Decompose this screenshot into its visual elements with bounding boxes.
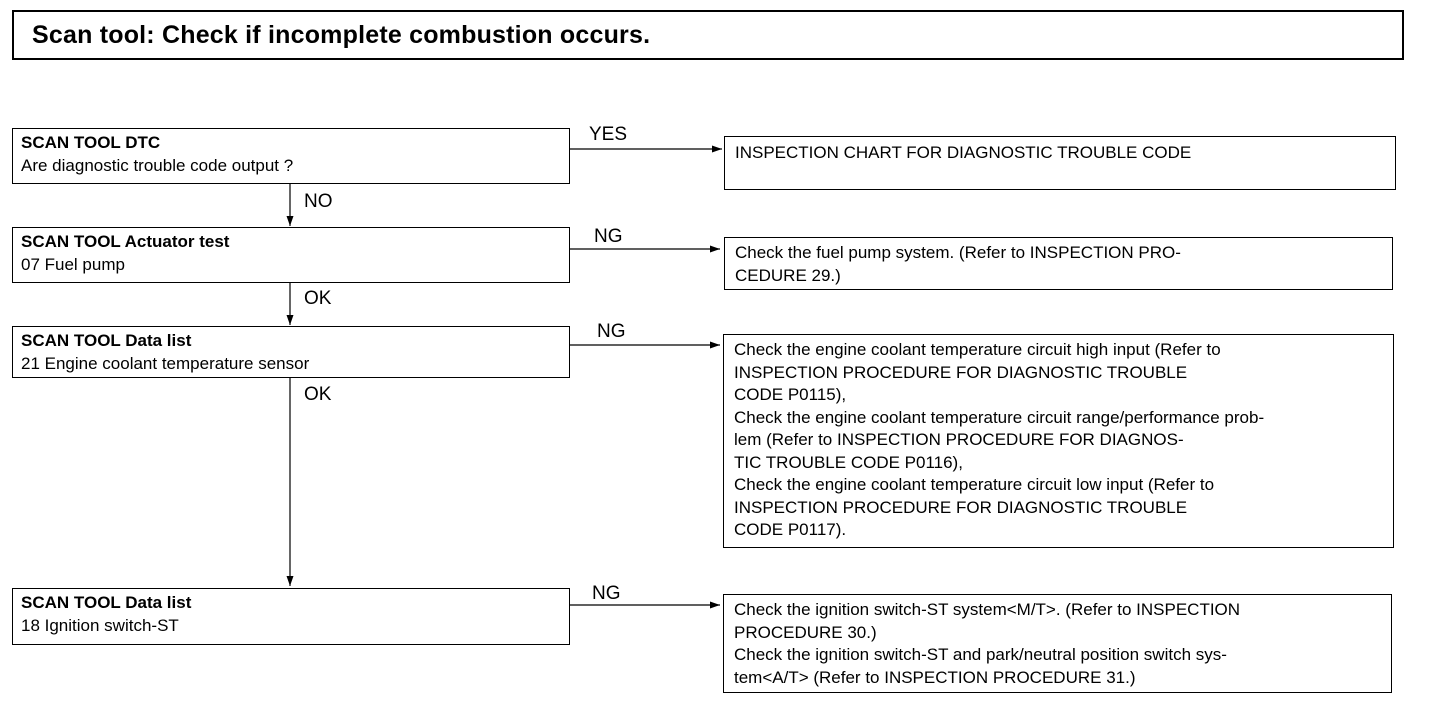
ng-label-coolant: NG bbox=[597, 321, 626, 342]
step-item: 07 Fuel pump bbox=[21, 255, 125, 274]
result-line: Check the engine coolant temperature circuit range/performance prob- bbox=[734, 407, 1265, 427]
result-ignition-switch bbox=[723, 594, 1392, 693]
result-line: CODE P0117). bbox=[734, 520, 847, 539]
result-fuel-pump bbox=[724, 237, 1393, 290]
step-heading: SCAN TOOL DTC bbox=[21, 133, 161, 152]
result-line: TIC TROUBLE CODE P0116), bbox=[734, 452, 963, 472]
result-line: Check the ignition switch-ST system<M/T>. (Refer to INSPECTION bbox=[734, 600, 1241, 619]
result-line: Check the engine coolant temperature circuit low input (Refer to bbox=[734, 475, 1215, 494]
step-heading: SCAN TOOL Data list bbox=[21, 331, 192, 350]
step-heading: SCAN TOOL Actuator test bbox=[21, 232, 230, 251]
result-line: Check the ignition switch-ST and park/neutral position switch sys- bbox=[734, 645, 1227, 664]
result-line: CODE P0115), bbox=[734, 385, 847, 404]
result-dtc-inspection-chart bbox=[724, 136, 1396, 190]
result-line: CEDURE 29.) bbox=[735, 265, 841, 285]
step-question: Are diagnostic trouble code output ? bbox=[21, 156, 294, 175]
step-actuator-test bbox=[12, 227, 570, 283]
page-title: Scan tool: Check if incomplete combustion occurs. bbox=[32, 21, 651, 49]
ok-label-coolant: OK bbox=[304, 384, 332, 405]
ng-label-actuator: NG bbox=[594, 226, 623, 247]
result-line: INSPECTION PROCEDURE FOR DIAGNOSTIC TROUBLE bbox=[734, 497, 1188, 517]
result-line: lem (Refer to INSPECTION PROCEDURE FOR DIAGNOS- bbox=[734, 430, 1184, 449]
ok-label-actuator: OK bbox=[304, 288, 332, 309]
step-item: 18 Ignition switch-ST bbox=[21, 616, 179, 635]
result-line: INSPECTION PROCEDURE FOR DIAGNOSTIC TROUBLE bbox=[734, 362, 1188, 382]
result-line: tem<A/T> (Refer to INSPECTION PROCEDURE 31.) bbox=[734, 667, 1136, 687]
result-line: PROCEDURE 30.) bbox=[734, 622, 877, 642]
step-data-list-ignition bbox=[12, 588, 570, 645]
yes-label: YES bbox=[589, 124, 628, 145]
result-line: Check the engine coolant temperature circuit high input (Refer to bbox=[734, 340, 1221, 359]
step-dtc-check bbox=[12, 128, 570, 184]
result-line: Check the fuel pump system. (Refer to INSPECTION PRO- bbox=[735, 243, 1181, 262]
step-data-list-coolant bbox=[12, 326, 570, 378]
result-line: INSPECTION CHART FOR DIAGNOSTIC TROUBLE CODE bbox=[735, 143, 1192, 162]
step-item: 21 Engine coolant temperature sensor bbox=[21, 354, 310, 373]
no-label: NO bbox=[304, 191, 333, 212]
result-coolant-circuit bbox=[723, 334, 1394, 548]
ng-label-ignition: NG bbox=[592, 583, 621, 604]
step-heading: SCAN TOOL Data list bbox=[21, 593, 192, 612]
